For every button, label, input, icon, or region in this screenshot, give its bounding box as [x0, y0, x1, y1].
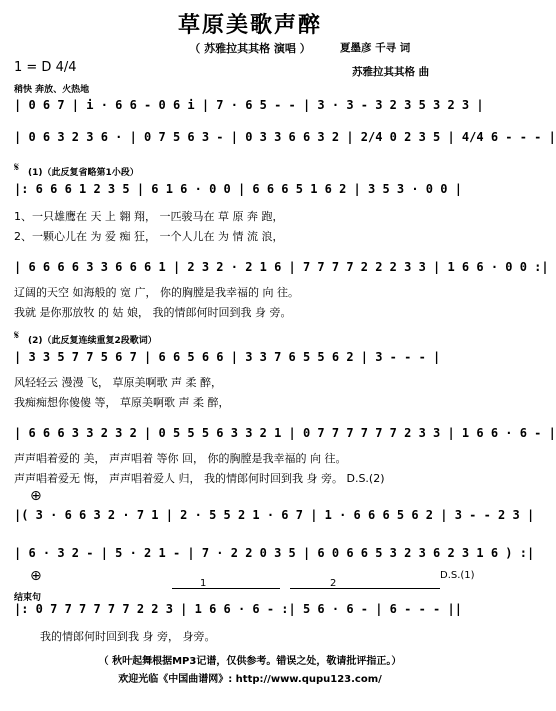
coda-sign: ⊕ — [30, 568, 42, 584]
lyric-line-9: 我的情郎何时回到我 身 旁， 身旁。 — [40, 630, 216, 643]
lyric-line-4b: 我就 是你那放牧 的 姑 娘， 我的情郎何时回到我 身 旁。 — [14, 306, 292, 319]
coda-sign: ⊕ — [30, 488, 42, 504]
lyricist-credit: 夏墨彦 千寻 词 — [340, 42, 411, 54]
volta-number-2: 2 — [330, 578, 337, 589]
score-line-9: |: 0 7 7 7 7 7 7 2 2 3 | 1 6 6 · 6 - :| 5 6 · 6 - | 6 - - - || — [14, 602, 462, 616]
score-line-6: | 6 6 6 3 3 2 3 2 | 0 5 5 5 6 3 3 2 1 | 0 7 7 7 7 7 7 2 3 3 | 1 6 6 · 6 - | — [14, 426, 556, 440]
score-line-5: | 3 3 5 7 7 5 6 7 | 6 6 5 6 6 | 3 3 7 6 5 5 6 2 | 3 - - - | — [14, 350, 441, 364]
tempo-marking: 稍快 奔放、火热地 — [14, 85, 90, 95]
section-note-1: (1)（此反复省略第1小段） — [28, 168, 139, 178]
lyric-line-6b: 声声唱着爱无 悔， 声声唱着爱人 归， 我的情郎何时回到我 身 旁。 D.S.(2) — [14, 472, 385, 485]
segno-sign: 𝄋 — [14, 160, 20, 174]
composer-credit: 苏雅拉其其格 曲 — [352, 66, 430, 78]
lyric-line-4a: 辽阔的天空 如海般的 宽 广， 你的胸膛是我幸福的 向 往。 — [14, 286, 299, 299]
score-line-2: | 0 6 3 2 3 6 · | 0 7 5 6 3 - | 0 3 3 6 6 3 2 | 2/4 0 2 3 5 | 4/4 6 - - - | — [14, 130, 556, 144]
score-line-3: |: 6 6 6 1 2 3 5 | 6 1 6 · 0 0 | 6 6 6 5 1 6 2 | 3 5 3 · 0 0 | — [14, 182, 462, 196]
key-signature: 1 = D 4/4 — [14, 60, 77, 75]
footer-site: 欢迎光临《中国曲谱网》: http://www.qupu123.com/ — [118, 674, 382, 685]
score-line-8: | 6 · 3 2 - | 5 · 2 1 - | 7 · 2 2 0 3 5 | 6 0 6 6 5 3 2 3 6 2 3 1 6 ) :| — [14, 546, 535, 560]
score-line-1: | 0 6 7 | i · 6 6 - 0 6 i | 7 · 6 5 - - | 3 · 3 - 3 2 3 5 3 2 3 | — [14, 98, 484, 112]
ending-label: 结束句 — [14, 593, 42, 603]
section-note-2: (2)（此反复连续重复2段歌词） — [28, 336, 157, 346]
lyric-line-6a: 声声唱着爱的 美， 声声唱着 等你 回， 你的胸膛是我幸福的 向 往。 — [14, 452, 347, 465]
volta-number-1: 1 — [200, 578, 207, 589]
segno-sign: 𝄋 — [14, 328, 20, 342]
lyric-line-5a: 风轻轻云 漫漫 飞， 草原美啊歌 声 柔 醉， — [14, 376, 222, 389]
footer-note: （ 秋叶起舞根据MP3记谱，仅供参考。错误之处，敬请批评指正。） — [98, 656, 402, 667]
song-title: 草原美歌声醉 — [177, 13, 322, 38]
lyric-line-5b: 我痴痴想你傻傻 等， 草原美啊歌 声 柔 醉， — [14, 396, 230, 409]
score-line-7: |( 3 · 6 6 3 2 · 7 1 | 2 · 5 5 2 1 · 6 7 | 1 · 6 6 6 5 6 2 | 3 - - 2 3 | — [14, 508, 535, 522]
volta-bracket-1 — [172, 588, 280, 589]
volta-bracket-2 — [290, 588, 440, 589]
lyric-line-3b: 2、一颗心儿在 为 爱 痴 狂， 一个人儿在 为 情 流 浪， — [14, 230, 284, 243]
score-line-4: | 6 6 6 6 3 3 6 6 6 1 | 2 3 2 · 2 1 6 | 7 7 7 7 2 2 2 3 3 | 1 6 6 · 0 0 :| — [14, 260, 549, 274]
performer-subtitle: （ 苏雅拉其其格 演唱 ） — [189, 42, 311, 55]
lyric-line-3a: 1、一只雄鹰在 天 上 翱 翔， 一匹骏马在 草 原 奔 跑， — [14, 210, 284, 223]
ds-1-marking: D.S.(1) — [440, 570, 475, 581]
